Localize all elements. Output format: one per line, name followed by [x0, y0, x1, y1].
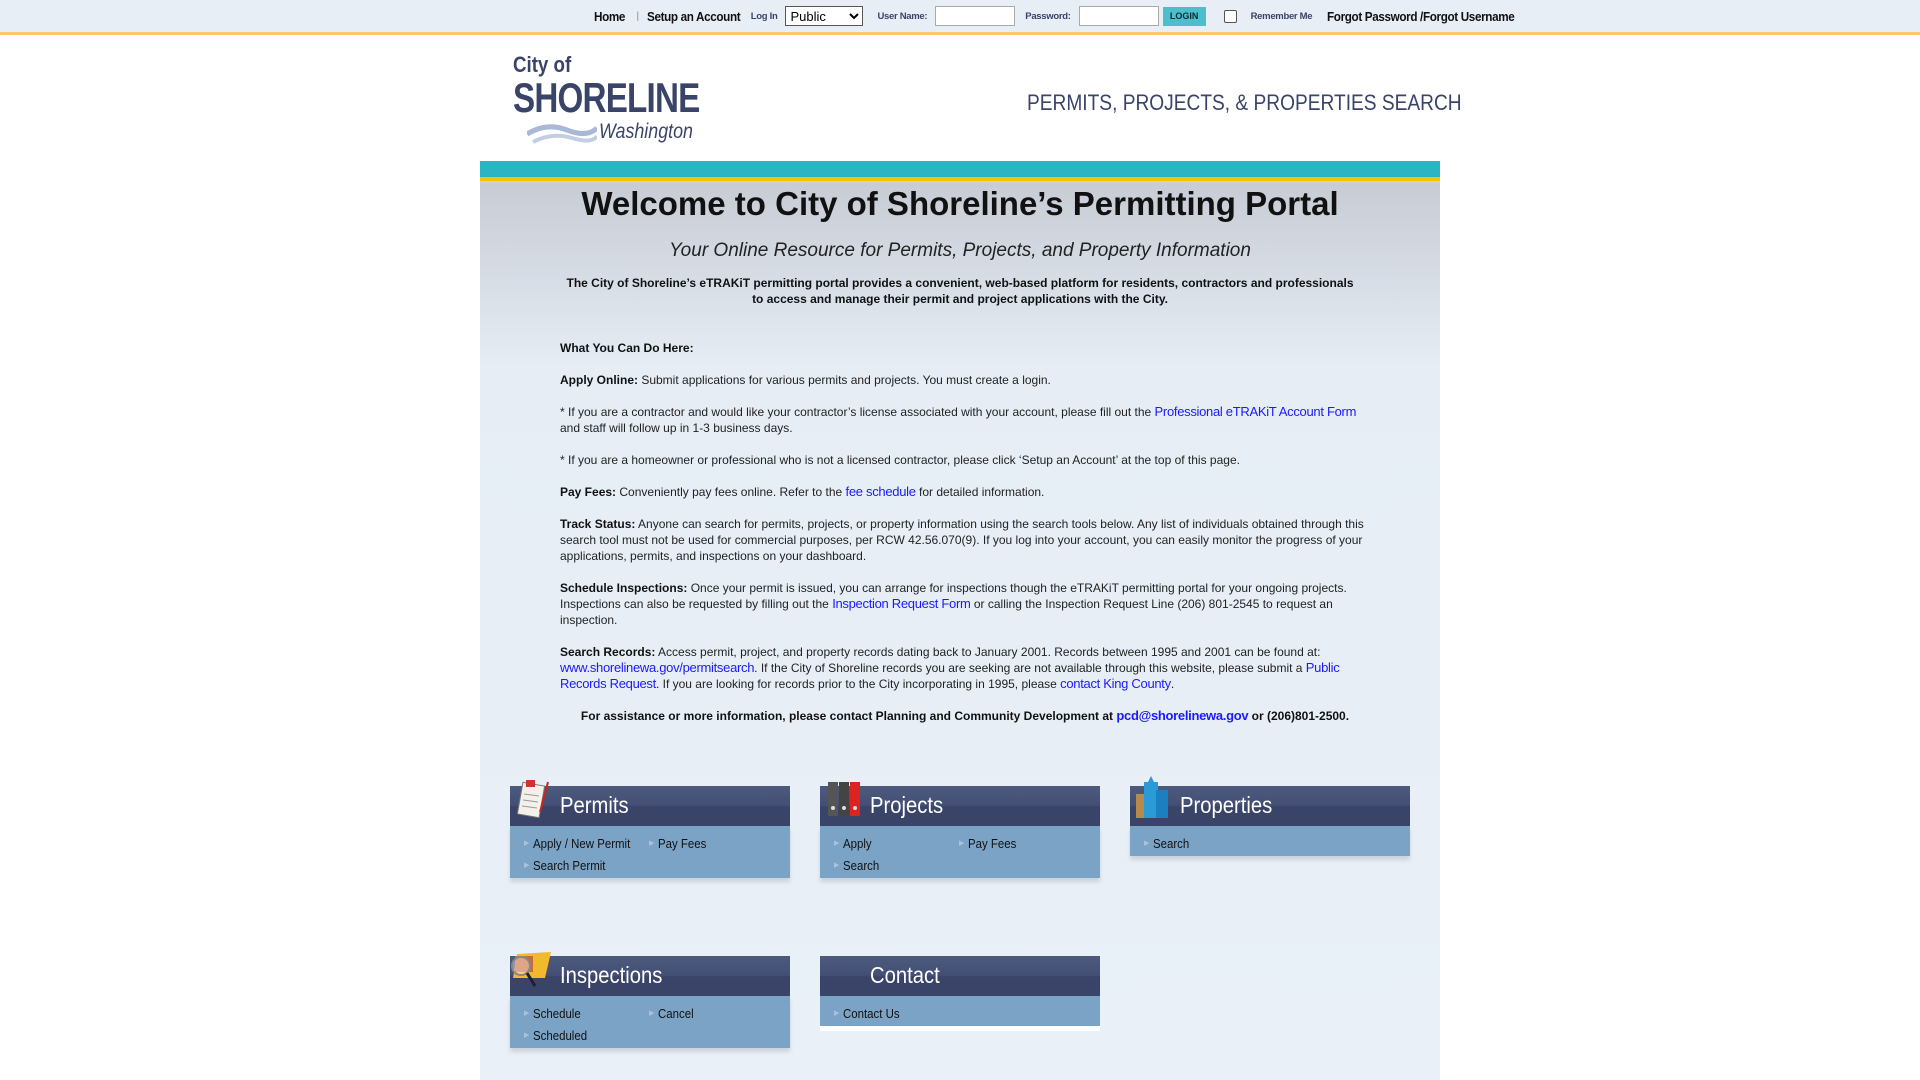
project-search-link[interactable]: ▶ Search: [834, 857, 880, 873]
search-text: Access permit, project, and property records dating back to January 2001. Records between 1995 and 2001 can be found at:: [655, 645, 1321, 659]
login-label: Log In: [750, 10, 778, 22]
pay-text: Conveniently pay fees online. Refer to the: [616, 485, 846, 499]
password-input[interactable]: [1079, 6, 1159, 26]
login-button[interactable]: LOGIN: [1163, 7, 1206, 26]
arrow-right-icon: ▶: [524, 1032, 530, 1039]
welcome-subtitle: Your Online Resource for Permits, Projects, and Property Information: [669, 240, 1251, 261]
search-end: .: [1170, 677, 1175, 691]
apply-text: Submit applications for various permits and projects. You must create a login.: [638, 373, 1051, 387]
schedule-text: Once your permit is issued, you can arrange for inspections though the eTRAKiT permitting portal for your ongoing projects. Inspections can also be requested by filling out the: [560, 581, 1347, 611]
permit-pay-fees-link[interactable]: ▶ Pay Fees: [649, 835, 707, 851]
projects-title: Projects: [870, 792, 944, 818]
email-link[interactable]: pcd@shorelinewa.gov: [1116, 708, 1249, 723]
forgot-link[interactable]: Forgot Password /Forgot Username: [1327, 8, 1515, 24]
password-label: Password:: [1025, 10, 1071, 22]
binders-icon: [822, 776, 864, 820]
clipboard-icon: [512, 776, 554, 820]
info-section: [560, 340, 1370, 740]
arrow-right-icon: ▶: [959, 840, 965, 847]
apply-new-permit-link[interactable]: ▶ Apply / New Permit: [524, 835, 631, 851]
contact-panel: [820, 956, 1100, 1031]
homeowner-text: * If you are a homeowner or professional who is not a licensed contractor, please click ‘Setup an Account’ at the top of this page.: [560, 453, 1240, 467]
permits-title: Permits: [560, 792, 629, 818]
search-mid2: . If you are looking for records prior to the City incorporating in 1995, please: [655, 677, 1061, 691]
inspections-title: Inspections: [560, 962, 663, 988]
logo-washington: Washington: [599, 120, 693, 143]
folder-magnifier-icon: [504, 946, 552, 990]
contact-us-link[interactable]: ▶ Contact Us: [834, 1005, 900, 1021]
setup-account-link[interactable]: Setup an Account: [647, 8, 741, 24]
properties-panel: [1130, 786, 1410, 856]
search-label: Search Records:: [560, 645, 656, 659]
welcome-title: Welcome to City of Shoreline’s Permitting Portal: [581, 185, 1339, 222]
properties-title: Properties: [1180, 792, 1273, 818]
city-logo[interactable]: [513, 54, 703, 146]
arrow-right-icon: ▶: [834, 862, 840, 869]
arrow-right-icon: ▶: [649, 840, 655, 847]
remember-me-checkbox[interactable]: [1224, 10, 1237, 23]
assist-text: For assistance or more information, please contact Planning and Community Development at: [580, 709, 1117, 723]
search-mid: . If the City of Shoreline records you are seeking are not available through this website, please submit a: [754, 661, 1306, 675]
inspections-panel: [510, 956, 790, 1048]
what-heading: What You Can Do Here:: [560, 341, 694, 355]
wave-icon: [527, 120, 597, 144]
property-search-link[interactable]: ▶ Search: [1144, 835, 1190, 851]
pay-label: Pay Fees:: [560, 485, 617, 499]
main-container: [480, 38, 1462, 1080]
project-pay-fees-link[interactable]: ▶ Pay Fees: [959, 835, 1017, 851]
contractor-text: * If you are a contractor and would like your contractor’s license associated with your account, please fill out the: [560, 405, 1155, 419]
yellow-band: [480, 177, 1440, 181]
professional-account-form-link[interactable]: Professional eTRAKiT Account Form: [1154, 404, 1357, 419]
arrow-right-icon: ▶: [834, 840, 840, 847]
arrow-right-icon: ▶: [649, 1010, 655, 1017]
pay-after: for detailed information.: [915, 485, 1045, 499]
permitsearch-link[interactable]: www.shorelinewa.gov/permitsearch: [560, 660, 755, 675]
search-permit-link[interactable]: ▶ Search Permit: [524, 857, 606, 873]
track-text: Anyone can search for permits, projects, or property information using the search tools below. Any list of individuals obtained through this search tool must not be used for commercial purposes, per RCW 42.56.070(9). If you log into your account, you can easily monitor the progress of your applications, permits, and inspections on your dashboard.: [560, 517, 1364, 563]
panel-footer-strip: [820, 1026, 1100, 1031]
building-icon: [1132, 776, 1174, 820]
logo-city-of: City of: [513, 52, 572, 77]
scheduled-inspections-link[interactable]: ▶ Scheduled: [524, 1027, 588, 1043]
permits-panel: [510, 786, 790, 878]
arrow-right-icon: ▶: [524, 862, 530, 869]
username-input[interactable]: [935, 6, 1015, 26]
arrow-right-icon: ▶: [524, 840, 530, 847]
contact-title: Contact: [870, 962, 940, 988]
role-select[interactable]: [785, 6, 863, 26]
public-records-link[interactable]: Public Records Request: [560, 660, 1340, 691]
assist-after: or (206)801-2500.: [1248, 709, 1350, 723]
welcome-intro: The City of Shoreline’s eTRAKiT permitting portal provides a convenient, web-based platform for residents, contractors and professionals to access and manage their permit and project applications with the City.: [566, 276, 1354, 306]
cancel-inspection-link[interactable]: ▶ Cancel: [649, 1005, 695, 1021]
page-headline: PERMITS, PROJECTS, & PROPERTIES SEARCH: [1027, 90, 1462, 115]
arrow-right-icon: ▶: [1144, 840, 1150, 847]
schedule-inspection-link[interactable]: ▶ Schedule: [524, 1005, 582, 1021]
schedule-label: Schedule Inspections:: [560, 581, 688, 595]
apply-label: Apply Online:: [560, 373, 638, 387]
king-county-link[interactable]: contact King County: [1060, 676, 1171, 691]
remember-me-label: Remember Me: [1250, 10, 1313, 22]
arrow-right-icon: ▶: [524, 1010, 530, 1017]
arrow-right-icon: ▶: [834, 1010, 840, 1017]
separator: |: [636, 10, 640, 22]
username-label: User Name:: [877, 10, 928, 22]
contractor-after: and staff will follow up in 1-3 business days.: [560, 421, 793, 435]
teal-band: [480, 161, 1440, 177]
track-label: Track Status:: [560, 517, 636, 531]
top-login-bar: [0, 0, 1920, 35]
logo-shoreline: SHORELINE: [513, 74, 700, 121]
inspection-request-form-link[interactable]: Inspection Request Form: [832, 596, 971, 611]
projects-panel: [820, 786, 1100, 878]
schedule-after: or calling the Inspection Request Line (206) 801-2545 to request an inspection.: [560, 597, 1333, 627]
fee-schedule-link[interactable]: fee schedule: [845, 484, 916, 499]
home-link[interactable]: Home: [594, 8, 626, 24]
project-apply-link[interactable]: ▶ Apply: [834, 835, 873, 851]
